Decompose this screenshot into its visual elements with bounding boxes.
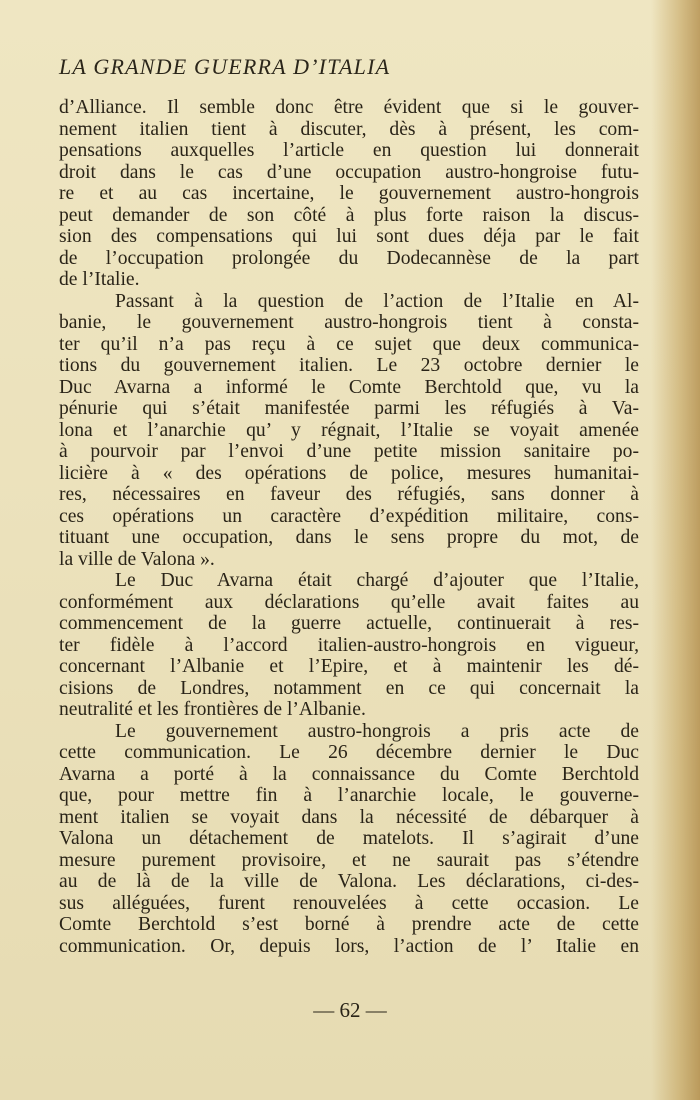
text-line: cette communication. Le 26 décembre dernier le Duc [59, 742, 639, 763]
text-line: sus alléguées, furent renouvelées à cette occasion. Le [59, 892, 639, 914]
text-line: cisions de Londres, notamment en ce qui concernait la [59, 677, 639, 699]
text-line: conformément aux déclarations qu’elle avait faites au [59, 591, 639, 613]
text-line: Valona un détachement de matelots. Il s’agirait d’une [59, 828, 639, 849]
text-line: que, pour mettre fin à l’anarchie locale, le gouverne- [59, 785, 639, 806]
text-line: au de là de la ville de Valona. Les déclarations, ci-des- [59, 871, 639, 892]
text-line: Avarna a porté à la connaissance du Comte Berchtold [59, 763, 639, 785]
text-line: ces opérations un caractère d’expédition militaire, cons- [59, 505, 639, 527]
text-line: licière à « des opérations de police, mesures humanitai- [59, 462, 639, 484]
text-line: sion des compensations qui lui sont dues déja par le fait [59, 226, 639, 247]
text-line: banie, le gouvernement austro-hongrois tient à consta- [59, 312, 639, 333]
text-line: pénurie qui s’était manifestée parmi les réfugiés à Va- [59, 398, 639, 419]
text-line: Duc Avarna a informé le Comte Berchtold que, vu la [59, 376, 639, 398]
page-number: — 62 — [313, 998, 387, 1022]
body-text [59, 97, 639, 957]
text-line: de l’occupation prolongée du Dodecannèse de la part [59, 247, 639, 269]
text-line: concernant l’Albanie et l’Epire, et à maintenir les dé- [59, 656, 639, 677]
text-line: de l’Italie. [59, 269, 140, 290]
text-line: lona et l’anarchie qu’ y régnait, l’Italie se voyait amenée [59, 419, 639, 441]
text-line: la ville de Valona ». [59, 548, 215, 570]
text-line: Le gouvernement austro-hongrois a pris acte de [115, 720, 639, 742]
text-line: droit dans le cas d’une occupation austro-hongroise futu- [59, 161, 639, 183]
text-line: ter qu’il n’a pas reçu à ce sujet que deux communica- [59, 333, 639, 355]
text-line: Le Duc Avarna était chargé d’ajouter que l’Italie, [115, 570, 639, 591]
text-line: nement italien tient à discuter, dès à présent, les com- [59, 118, 639, 140]
text-line: Comte Berchtold s’est borné à prendre acte de cette [59, 914, 639, 935]
text-line: res, nécessaires en faveur des réfugiés, sans donner à [59, 484, 639, 505]
text-line: d’Alliance. Il semble donc être évident que si le gouver- [59, 97, 639, 118]
text-line: pensations auxquelles l’article en question lui donnerait [59, 140, 639, 161]
text-line: tions du gouvernement italien. Le 23 octobre dernier le [59, 355, 639, 376]
running-head: LA GRANDE GUERRA D’ITALIA [59, 54, 391, 79]
text-line: Passant à la question de l’action de l’Italie en Al- [115, 290, 639, 312]
text-line: commencement de la guerre actuelle, continuerait à res- [59, 613, 639, 634]
text-line: ter fidèle à l’accord italien-austro-hongrois en vigueur, [59, 634, 639, 656]
text-line: ment italien se voyait dans la nécessité de débarquer à [59, 806, 639, 828]
text-line: à pourvoir par l’envoi d’une petite mission sanitaire po- [59, 441, 639, 462]
text-line: mesure purement provisoire, et ne saurait pas s’étendre [59, 849, 639, 871]
text-line: tituant une occupation, dans le sens propre du mot, de [59, 527, 639, 548]
text-line: peut demander de son côté à plus forte raison la discus- [59, 204, 639, 226]
text-line: neutralité et les frontières de l’Albanie. [59, 699, 366, 720]
text-line: communication. Or, depuis lors, l’action de l’ Italie en [59, 935, 639, 957]
text-line: re et au cas incertaine, le gouvernement austro-hongrois [59, 183, 639, 204]
